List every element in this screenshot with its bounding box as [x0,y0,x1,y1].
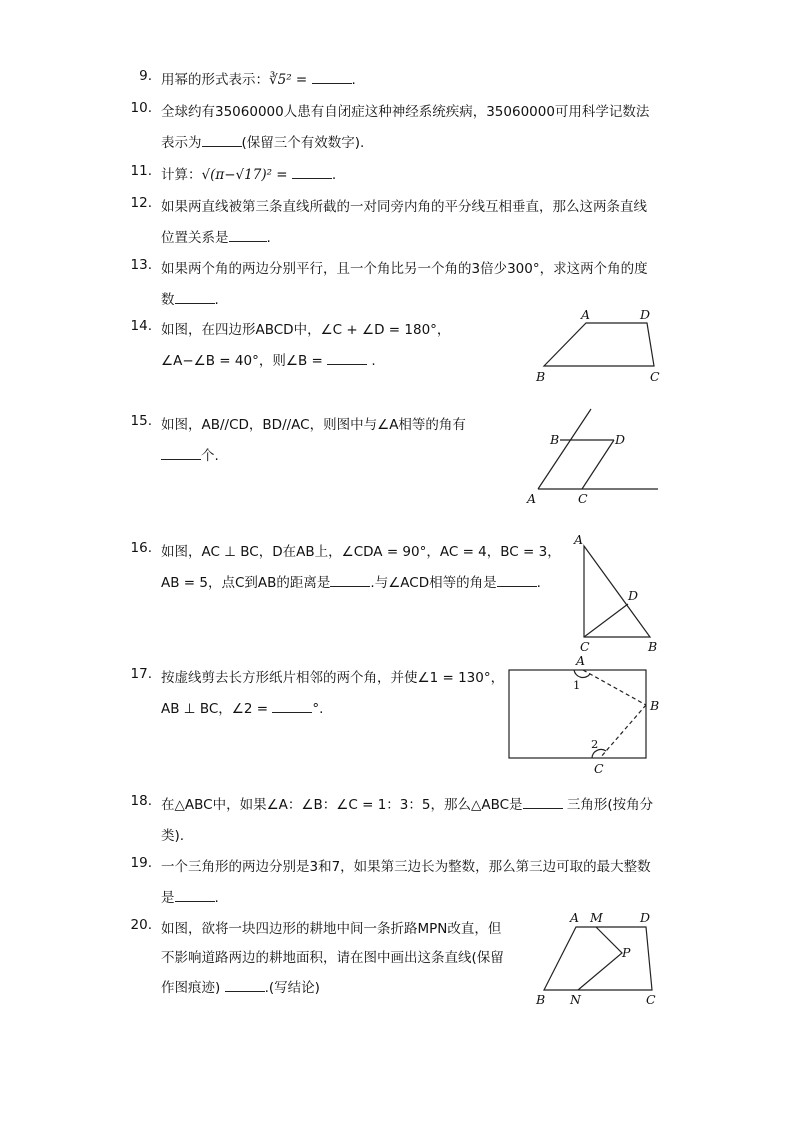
line-ab-extended [538,409,591,489]
question-number: 11. [130,163,152,179]
question-number: 10. [130,100,152,116]
figure-rectangle-paper [500,652,670,777]
answer-blank[interactable] [175,291,215,304]
dashed-bc [600,705,646,758]
question-line: 计算：√(π−√17)² = . [161,167,337,183]
question-number: 18. [130,793,152,809]
question-line: 如果两个角的两边分别平行，且一个角比另一个角的3倍少300°，求这两个角的度 [161,261,648,277]
label-c: C [578,491,588,506]
label-p: P [622,945,631,960]
question-line: 全球约有35060000人患有自闭症这种神经系统疾病，35060000可用科学记数法 [161,104,650,120]
label-a: A [570,910,580,925]
answer-blank[interactable] [523,796,563,809]
answer-blank[interactable] [312,71,352,84]
triangle-acb [584,546,650,637]
altitude-cd [584,604,628,637]
answer-blank[interactable] [292,166,332,179]
label-b: B [536,369,546,384]
question-number: 17. [130,666,152,682]
question-number: 13. [130,257,152,273]
question-line: 如图，AB//CD，BD//AC，则图中与∠A相等的角有 [161,417,466,433]
question-line: 表示为 (保留三个有效数字). [161,135,365,151]
question-line: 类). [161,828,185,844]
label-n: N [570,992,581,1007]
label-a: A [576,653,586,668]
question-line: 用幂的形式表示：∛5² = . [161,72,356,88]
question-line: 如图，在四边形ABCD中，∠C + ∠D = 180°， [161,322,451,338]
question-line: ∠A−∠B = 40°，则∠B = . [161,353,376,369]
question-number: 14. [130,318,152,334]
answer-blank[interactable] [202,134,242,147]
question-line: 如图，欲将一块四边形的耕地中间一条折路MPN改直，但 [161,921,502,937]
question-number: 12. [130,195,152,211]
label-b: B [648,639,658,654]
question-line: 位置关系是 . [161,230,271,246]
label-d: D [628,588,639,603]
answer-blank[interactable] [225,979,265,992]
angle-1-arc [574,670,590,678]
answer-blank[interactable] [272,700,312,713]
question-line: 个. [161,444,219,464]
question-line: 作图痕迹) .(写结论) [161,980,320,996]
answer-blank[interactable] [330,574,370,587]
label-c: C [594,761,604,776]
label-b: B [650,698,660,713]
label-b: B [536,992,546,1007]
question-line: 一个三角形的两边分别是3和7，如果第三边长为整数，那么第三边可取的最大整数 [161,859,651,875]
figure-right-triangle [570,530,670,655]
label-a: A [581,307,591,322]
label-c: C [580,639,590,654]
question-line: AB ⊥ BC，∠2 = °. [161,701,324,717]
label-a: A [527,491,537,506]
answer-blank[interactable] [497,574,537,587]
label-d: D [640,307,651,322]
label-a: A [574,532,584,547]
answer-blank[interactable] [327,352,367,365]
label-angle-1: 1 [573,678,581,692]
segment-cd [582,440,614,489]
quadrilateral-abcd [544,927,652,990]
answer-blank[interactable] [175,889,215,902]
figure-farmland-path [530,905,670,1010]
label-c: C [646,992,656,1007]
question-number: 9. [139,68,152,84]
answer-blank[interactable] [229,229,267,242]
answer-blank[interactable] [161,447,201,460]
label-angle-2: 2 [591,737,599,751]
question-line: 按虚线剪去长方形纸片相邻的两个角，并使∠1 = 130°， [161,670,505,686]
question-line: 如果两直线被第三条直线所截的一对同旁内角的平分线互相垂直，那么这两条直线 [161,199,647,215]
figure-parallelogram [520,405,665,510]
question-line: 如图，AC ⊥ BC，D在AB上，∠CDA = 90°，AC = 4，BC = 3， [161,544,561,560]
dashed-ab [583,670,646,705]
label-b: B [550,432,560,447]
question-line: 数 . [161,292,219,308]
label-d: D [615,432,626,447]
label-c: C [650,369,660,384]
question-number: 19. [130,855,152,871]
question-line: 是 . [161,890,219,906]
question-line: 在△ABC中，如果∠A：∠B：∠C = 1：3：5，那么△ABC是 三角形(按角分 [161,797,654,813]
trapezoid-abcd [544,323,654,366]
question-line: AB = 5，点C到AB的距离是 .与∠ACD相等的角是 . [161,575,541,591]
question-number: 20. [130,917,152,933]
label-d: D [640,910,651,925]
question-number: 16. [130,540,152,556]
question-line: 不影响道路两边的耕地面积，请在图中画出这条直线(保留 [161,950,504,966]
question-number: 15. [130,413,152,429]
label-m: M [590,910,603,925]
figure-trapezoid-abcd [530,305,670,385]
path-mpn [578,927,622,990]
